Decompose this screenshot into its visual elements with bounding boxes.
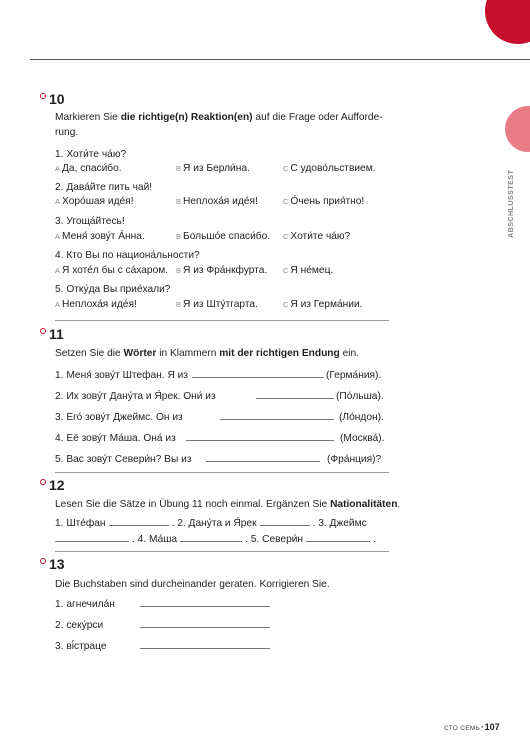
header-rule (30, 59, 530, 60)
scrambled-word-1: 1. агнечила́н (55, 599, 115, 610)
option-5a[interactable]: A Неплоха́я иде́я! (55, 299, 137, 310)
option-4a[interactable]: A Я хоте́л бы с са́харом. (55, 265, 169, 276)
exercise-number: 12 (49, 477, 65, 493)
sentence-1-hint: (Герма́ния). (326, 370, 382, 381)
nationality-blank-5[interactable] (306, 532, 370, 542)
option-2c[interactable]: C О́чень прия́тно! (283, 196, 365, 207)
answer-blank-1[interactable] (192, 368, 324, 378)
question-3: 3. Угоща́йтесь! (55, 216, 125, 227)
page-footer (444, 722, 500, 733)
corner-decoration (485, 0, 530, 44)
exercise-marker-icon (40, 479, 46, 485)
section-divider (55, 551, 389, 552)
sentence-3-hint: (Ло́ндон). (339, 412, 384, 423)
nationality-blank-2[interactable] (260, 516, 310, 526)
side-tab-decoration (505, 106, 530, 152)
option-3b[interactable]: B Большо́е спаси́бо. (176, 231, 271, 242)
exercise-11-instruction: Setzen Sie die Wörter in Klammern mit der richtigen Endung ein. (55, 348, 360, 359)
section-divider (55, 320, 389, 321)
exercise-12-instruction: Lesen Sie die Sätze in Übung 11 noch einmal. Ergänzen Sie Nationalitäten. (55, 499, 401, 510)
sentence-1: 1. Меня́ зову́т Штефан. Я из (55, 370, 189, 381)
sentence-2-hint: (По́льша). (336, 391, 384, 402)
answer-blank-3[interactable] (220, 410, 334, 420)
option-3c[interactable]: C Хоти́те ча́ю? (283, 231, 351, 242)
scrambled-word-3: 3. ві́страце (55, 641, 107, 652)
exercise-marker-icon (40, 328, 46, 334)
sentence-2: 2. Их зову́т Дану́та и Я́рек. Они́ из (55, 391, 216, 402)
sentence-3: 3. Его́ зову́т Джеймс. Он из (55, 412, 183, 423)
option-1c[interactable]: C С удово́льствием. (283, 163, 376, 174)
sentence-5: 5. Вас зову́т Севери́н? Вы из (55, 454, 192, 465)
exercise-12-row-1: 1. Ште́фан . 2. Дану́та и Я́рек . 3. Джеймс (55, 518, 367, 529)
scrambled-word-2: 2. секу́рси (55, 620, 104, 631)
sentence-5-hint: (Фра́нция)? (327, 454, 382, 465)
exercise-10-instruction-cont: rung. (55, 127, 79, 138)
option-2b[interactable]: B Неплоха́я иде́я! (176, 196, 258, 207)
question-4: 4. Кто Вы по национа́льности? (55, 250, 200, 261)
page-number-words: СТО СЕМЬ (444, 725, 481, 732)
option-4c[interactable]: C Я не́мец. (283, 265, 334, 276)
sentence-4: 4. Её зову́т Ма́ша. Она́ из (55, 433, 176, 444)
exercise-marker-icon (40, 93, 46, 99)
correction-blank-1[interactable] (140, 597, 270, 607)
correction-blank-3[interactable] (140, 639, 270, 649)
option-2a[interactable]: A Хоро́шая иде́я! (55, 196, 134, 207)
section-divider (55, 472, 389, 473)
question-1: 1. Хоти́те ча́ю? (55, 149, 127, 160)
exercise-10-instruction: Markieren Sie die richtige(n) Reaktion(en) auf die Frage oder Aufforde- (55, 112, 383, 123)
option-3a[interactable]: A Меня́ зову́т А́нна. (55, 231, 145, 242)
side-section-label: ABSCHLUSSTEST (506, 169, 515, 238)
correction-blank-2[interactable] (140, 618, 270, 628)
question-2: 2. Дава́йте пить чай! (55, 182, 153, 193)
option-1b[interactable]: B Я из Берли́на. (176, 163, 250, 174)
exercise-marker-icon (40, 558, 46, 564)
exercise-12-row-2: . 4. Ма́ша . 5. Севери́н . (55, 532, 376, 546)
answer-blank-2[interactable] (256, 389, 334, 399)
option-5c[interactable]: C Я из Герма́нии. (283, 299, 363, 310)
answer-blank-5[interactable] (206, 452, 320, 462)
exercise-number: 10 (49, 91, 65, 107)
question-5: 5. Отку́да Вы прие́хали? (55, 284, 171, 295)
option-1a[interactable]: A Да, спаси́бо. (55, 163, 122, 174)
star-icon: * (481, 725, 484, 732)
sentence-4-hint: (Москва́). (340, 433, 385, 444)
nationality-blank-3[interactable] (55, 532, 129, 542)
exercise-number: 11 (49, 326, 64, 342)
nationality-blank-1[interactable] (109, 516, 169, 526)
exercise-13-instruction: Die Buchstaben sind durcheinander geraten. Korrigieren Sie. (55, 579, 330, 590)
page-number: 107 (484, 722, 500, 732)
option-5b[interactable]: B Я из Шту́тгарта. (176, 299, 258, 310)
answer-blank-4[interactable] (186, 431, 334, 441)
nationality-blank-4[interactable] (180, 532, 242, 542)
exercise-number: 13 (49, 556, 65, 572)
option-4b[interactable]: B Я из Фра́нкфурта. (176, 265, 268, 276)
